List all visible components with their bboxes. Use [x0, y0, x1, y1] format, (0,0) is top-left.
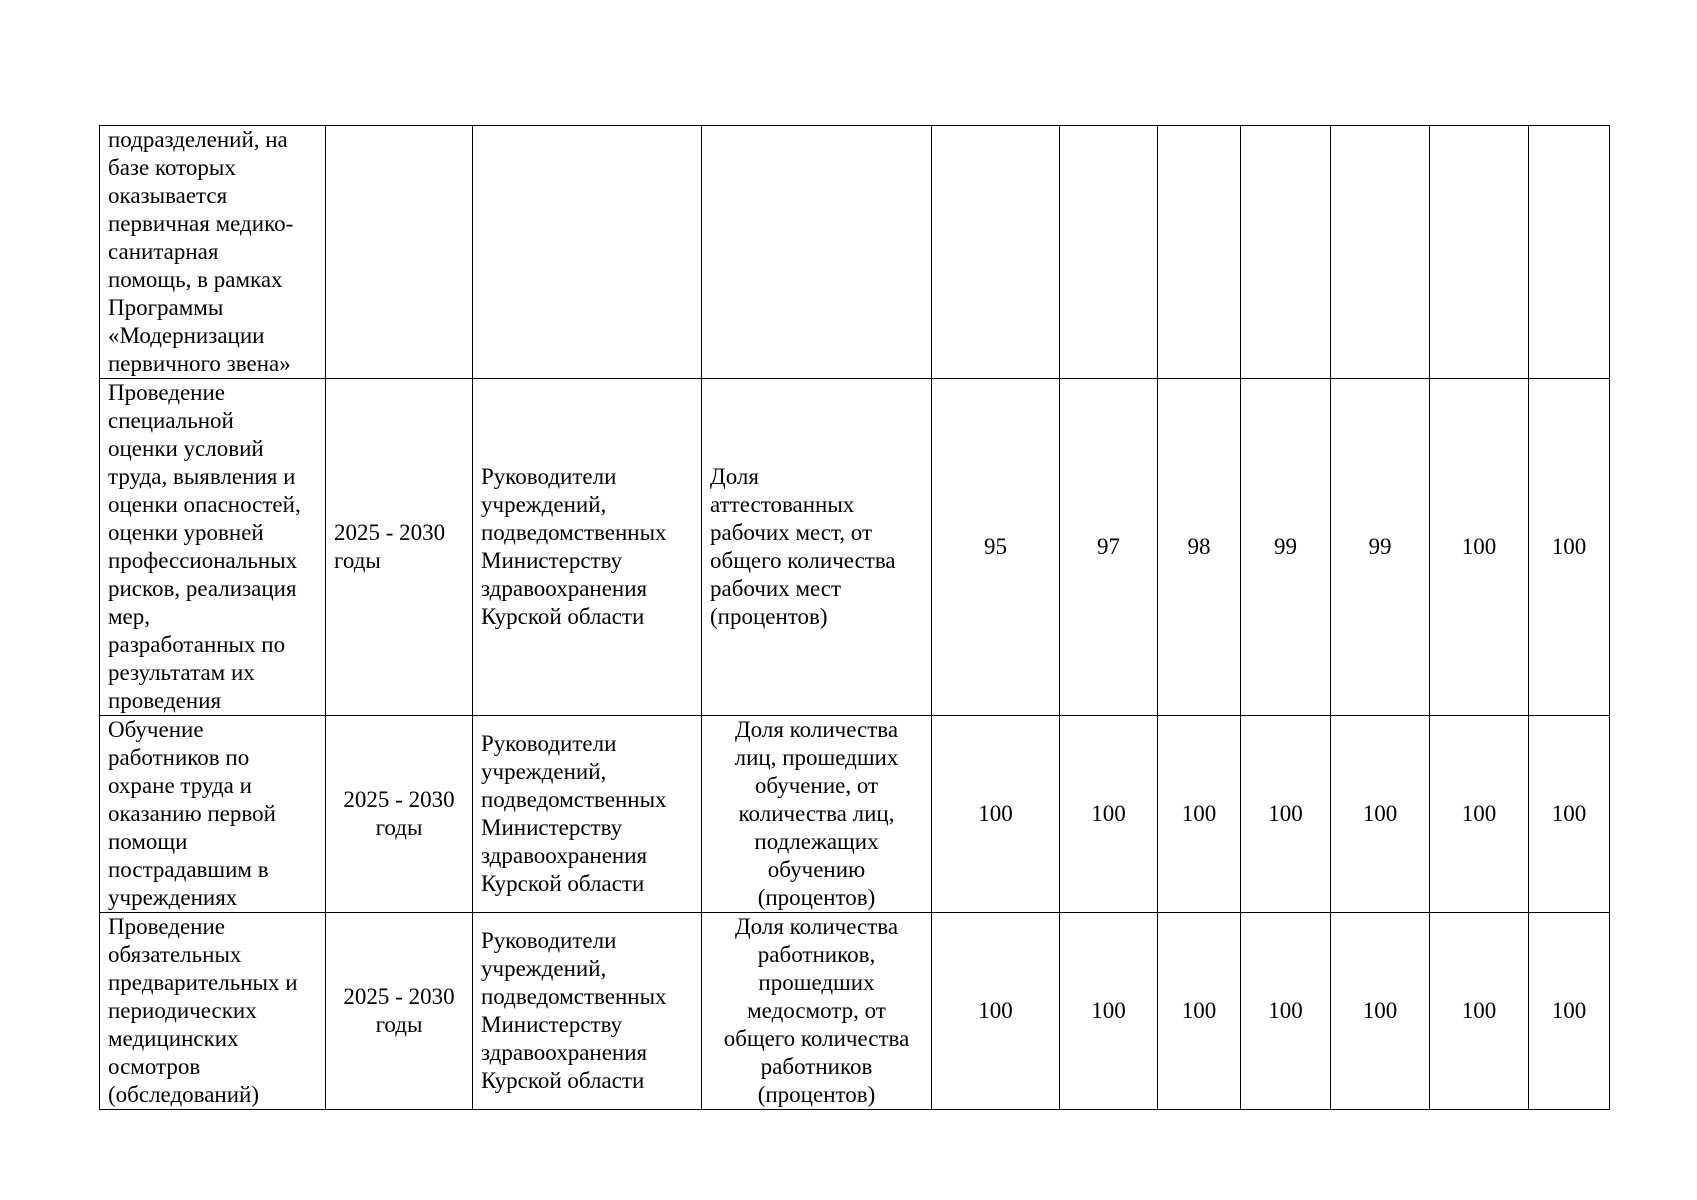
activity-cell: подразделений, на базе которых оказывается первичная медико- санитарная помощь, в рамках Программы «Модернизации первичного звена» [100, 126, 326, 379]
activity-cell: Обучение работников по охране труда и оказанию первой помощи пострадавшим в учреждениях [100, 716, 326, 913]
value-cell: 100 [1060, 913, 1158, 1110]
value-cell: 100 [1529, 379, 1610, 716]
executor-cell [473, 126, 702, 379]
value-cell [1241, 126, 1331, 379]
value-cell [1060, 126, 1158, 379]
value-cell: 100 [1331, 716, 1430, 913]
value-cell [1430, 126, 1529, 379]
value-cell: 100 [1241, 913, 1331, 1110]
table-row [100, 126, 1610, 379]
measures-table [99, 125, 1610, 1110]
executor-cell: Руководители учреждений, подведомственных Министерству здравоохранения Курской области [473, 913, 702, 1110]
value-cell [1158, 126, 1241, 379]
activity-cell: Проведение обязательных предварительных и периодических медицинских осмотров (обследований) [100, 913, 326, 1110]
value-cell: 100 [1430, 716, 1529, 913]
value-cell: 100 [1430, 913, 1529, 1110]
period-cell [326, 126, 473, 379]
table-row [100, 913, 1610, 1110]
executor-cell: Руководители учреждений, подведомственных Министерству здравоохранения Курской области [473, 379, 702, 716]
activity-cell: Проведение специальной оценки условий труда, выявления и оценки опасностей, оценки уровней профессиональных рисков, реализация мер, разработанных по результатам их проведения [100, 379, 326, 716]
value-cell: 98 [1158, 379, 1241, 716]
value-cell: 100 [1060, 716, 1158, 913]
value-cell [1331, 126, 1430, 379]
value-cell [1529, 126, 1610, 379]
value-cell: 100 [932, 913, 1060, 1110]
value-cell: 100 [1529, 716, 1610, 913]
period-cell: 2025 - 2030 годы [326, 716, 473, 913]
value-cell: 100 [932, 716, 1060, 913]
value-cell: 95 [932, 379, 1060, 716]
value-cell: 100 [1241, 716, 1331, 913]
value-cell: 99 [1241, 379, 1331, 716]
value-cell: 100 [1430, 379, 1529, 716]
value-cell: 100 [1529, 913, 1610, 1110]
period-cell: 2025 - 2030 годы [326, 913, 473, 1110]
value-cell: 99 [1331, 379, 1430, 716]
value-cell [932, 126, 1060, 379]
period-cell: 2025 - 2030 годы [326, 379, 473, 716]
indicator-cell: Доля аттестованных рабочих мест, от общего количества рабочих мест (процентов) [702, 379, 932, 716]
value-cell: 97 [1060, 379, 1158, 716]
table-row [100, 379, 1610, 716]
value-cell: 100 [1158, 716, 1241, 913]
indicator-cell: Доля количества лиц, прошедших обучение, от количества лиц, подлежащих обучению (процентов) [702, 716, 932, 913]
value-cell: 100 [1331, 913, 1430, 1110]
indicator-cell [702, 126, 932, 379]
executor-cell: Руководители учреждений, подведомственных Министерству здравоохранения Курской области [473, 716, 702, 913]
indicator-cell: Доля количества работников, прошедших медосмотр, от общего количества работников (процентов) [702, 913, 932, 1110]
table-row [100, 716, 1610, 913]
value-cell: 100 [1158, 913, 1241, 1110]
